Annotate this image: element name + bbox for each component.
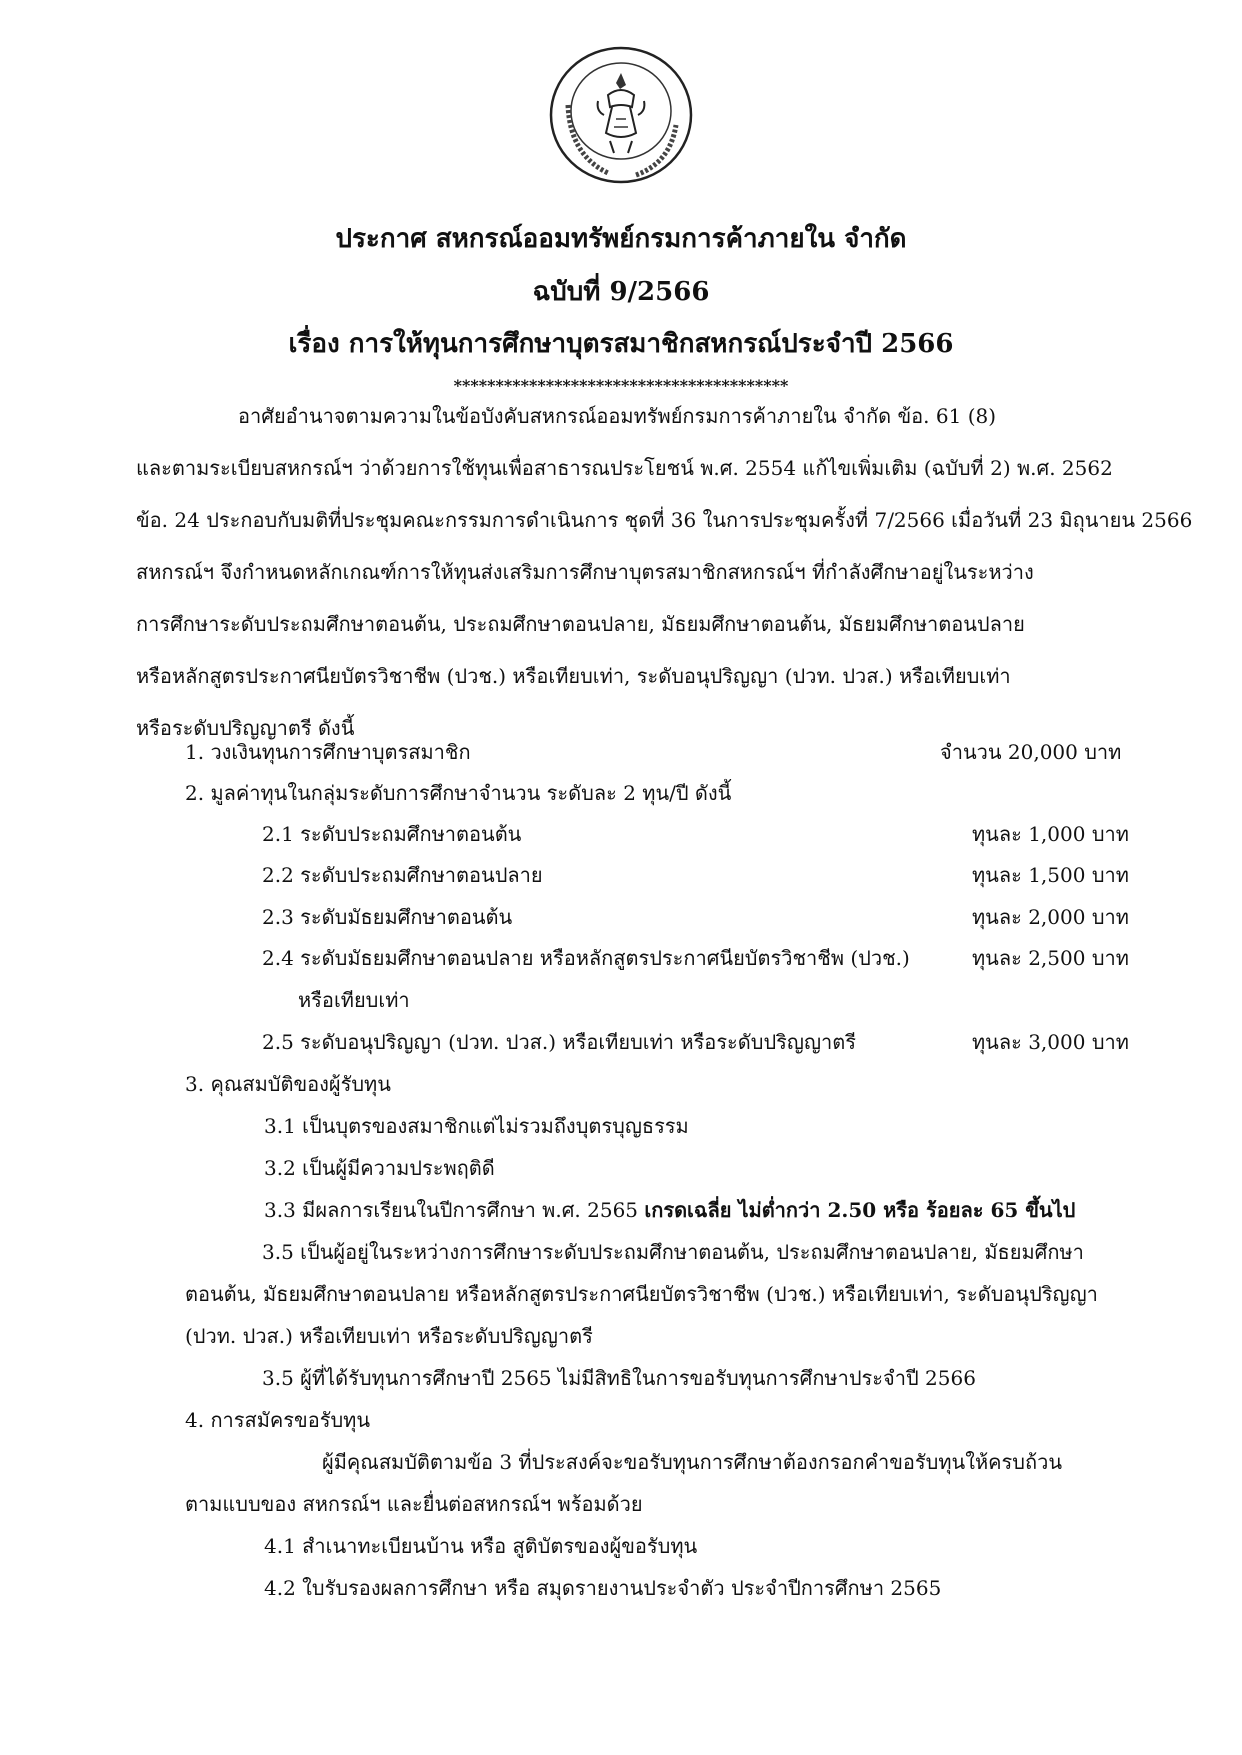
level-2-1-label: 2.1 ระดับประถมศึกษาตอนต้น bbox=[262, 822, 522, 846]
item-1-amount: จำนวน 20,000 บาท bbox=[940, 740, 1122, 764]
intro-line-4: สหกรณ์ฯ จึงกำหนดหลักเกณฑ์การให้ทุนส่งเสริมการศึกษาบุตรสมาชิกสหกรณ์ฯ ที่กำลังศึกษาอยู่ในระหว่าง bbox=[136, 560, 1034, 584]
qualification-3-3-text: 3.3 มีผลการเรียนในปีการศึกษา พ.ศ. 2565 bbox=[264, 1198, 645, 1222]
level-2-4-label: 2.4 ระดับมัธยมศึกษาตอนปลาย หรือหลักสูตรประกาศนียบัตรวิชาชีพ (ปวช.) bbox=[262, 946, 910, 970]
level-2-1-amount: ทุนละ 1,000 บาท bbox=[972, 822, 1129, 846]
item-1-label: 1. วงเงินทุนการศึกษาบุตรสมาชิก bbox=[185, 740, 471, 764]
level-2-4-label-cont: หรือเทียบเท่า bbox=[298, 988, 410, 1012]
qualification-3-4-line-1: 3.5 เป็นผู้อยู่ในระหว่างการศึกษาระดับประถมศึกษาตอนต้น, ประถมศึกษาตอนปลาย, มัธยมศึกษา bbox=[262, 1240, 1084, 1264]
announcement-subject: เรื่อง การให้ทุนการศึกษาบุตรสมาชิกสหกรณ์ประจำปี 2566 bbox=[288, 329, 954, 359]
qualification-3-3 bbox=[264, 1196, 1075, 1224]
qualification-3-4-line-3: (ปวท. ปวส.) หรือเทียบเท่า หรือระดับปริญญาตรี bbox=[185, 1324, 593, 1348]
intro-line-1: อาศัยอำนาจตามความในข้อบังคับสหกรณ์ออมทรัพย์กรมการค้าภายใน จำกัด ข้อ. 61 (8) bbox=[238, 404, 997, 428]
announcement-number: ฉบับที่ 9/2566 bbox=[532, 277, 710, 307]
qualification-3-1: 3.1 เป็นบุตรของสมาชิกแต่ไม่รวมถึงบุตรบุญธรรม bbox=[264, 1114, 689, 1138]
qualification-3-5: 3.5 ผู้ที่ได้รับทุนการศึกษาปี 2565 ไม่มีสิทธิในการขอรับทุนการศึกษาประจำปี 2566 bbox=[262, 1366, 976, 1390]
announcement-title: ประกาศ สหกรณ์ออมทรัพย์กรมการค้าภายใน จำกัด bbox=[335, 224, 907, 254]
qualification-3-4-line-2: ตอนต้น, มัธยมศึกษาตอนปลาย หรือหลักสูตรประกาศนียบัตรวิชาชีพ (ปวช.) หรือเทียบเท่า, ระดับอนุปริญญา bbox=[185, 1282, 1098, 1306]
seal-graphic bbox=[548, 45, 694, 185]
level-2-5-label: 2.5 ระดับอนุปริญญา (ปวท. ปวส.) หรือเทียบเท่า หรือระดับปริญญาตรี bbox=[262, 1030, 856, 1054]
qualification-3-3-grade: เกรดเฉลี่ย ไม่ต่ำกว่า 2.50 หรือ ร้อยละ 65 ขึ้นไป bbox=[644, 1198, 1076, 1222]
level-2-3-amount: ทุนละ 2,000 บาท bbox=[972, 905, 1129, 929]
intro-line-3: ข้อ. 24 ประกอบกับมติที่ประชุมคณะกรรมการดำเนินการ ชุดที่ 36 ในการประชุมครั้งที่ 7/2566 เมื่อวันที่ 23 มิถุนายน 2566 bbox=[136, 508, 1193, 532]
item-2-label: 2. มูลค่าทุนในกลุ่มระดับการศึกษาจำนวน ระดับละ 2 ทุน/ปี ดังนี้ bbox=[185, 781, 732, 805]
item-3-label: 3. คุณสมบัติของผู้รับทุน bbox=[185, 1072, 391, 1096]
intro-line-2: และตามระเบียบสหกรณ์ฯ ว่าด้วยการใช้ทุนเพื่อสาธารณประโยชน์ พ.ศ. 2554 แก้ไขเพิ่มเติม (ฉบับที่ 2) พ.ศ. 2562 bbox=[136, 456, 1113, 480]
intro-line-6: หรือหลักสูตรประกาศนียบัตรวิชาชีพ (ปวช.) หรือเทียบเท่า, ระดับอนุปริญญา (ปวท. ปวส.) หรือเทียบเท่า bbox=[136, 664, 1011, 688]
separator-line: **************************************** bbox=[453, 376, 789, 395]
document-4-1: 4.1 สำเนาทะเบียนบ้าน หรือ สูติบัตรของผู้ขอรับทุน bbox=[264, 1534, 698, 1558]
qualification-3-2: 3.2 เป็นผู้มีความประพฤติดี bbox=[264, 1156, 495, 1180]
cooperative-seal-logo bbox=[548, 45, 694, 185]
intro-line-7: หรือระดับปริญญาตรี ดังนี้ bbox=[136, 716, 355, 740]
level-2-3-label: 2.3 ระดับมัธยมศึกษาตอนต้น bbox=[262, 905, 513, 929]
level-2-4-amount: ทุนละ 2,500 บาท bbox=[972, 946, 1129, 970]
application-line-1: ผู้มีคุณสมบัติตามข้อ 3 ที่ประสงค์จะขอรับทุนการศึกษาต้องกรอกคำขอรับทุนให้ครบถ้วน bbox=[322, 1450, 1062, 1474]
level-2-5-amount: ทุนละ 3,000 บาท bbox=[972, 1030, 1129, 1054]
application-line-2: ตามแบบของ สหกรณ์ฯ และยื่นต่อสหกรณ์ฯ พร้อมด้วย bbox=[185, 1492, 643, 1516]
document-4-2: 4.2 ใบรับรองผลการศึกษา หรือ สมุดรายงานประจำตัว ประจำปีการศึกษา 2565 bbox=[264, 1576, 942, 1600]
level-2-2-label: 2.2 ระดับประถมศึกษาตอนปลาย bbox=[262, 863, 543, 887]
level-2-2-amount: ทุนละ 1,500 บาท bbox=[972, 863, 1129, 887]
intro-line-5: การศึกษาระดับประถมศึกษาตอนต้น, ประถมศึกษาตอนปลาย, มัธยมศึกษาตอนต้น, มัธยมศึกษาตอนปลาย bbox=[136, 612, 1025, 636]
item-4-label: 4. การสมัครขอรับทุน bbox=[185, 1408, 371, 1432]
